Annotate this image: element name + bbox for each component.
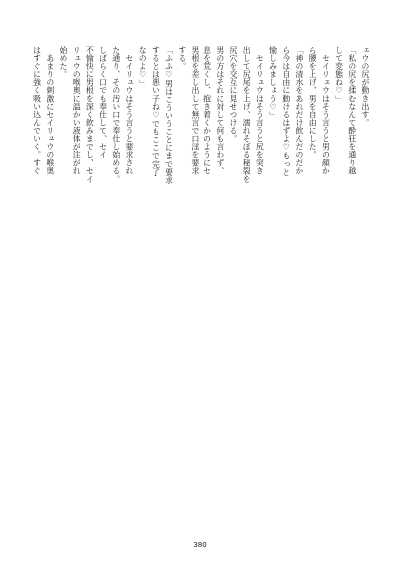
text-line: 男の方はそれに対して何も言わず、 (215, 46, 225, 175)
text-line: 「神の清水をあれだけ飲んだのだか (294, 46, 304, 175)
text-line: 愉しみましょう♡」 (268, 46, 278, 120)
text-line: リュウの喉奥に温かい液体が注がれ (72, 46, 82, 175)
text-line: セイリュウはそう言うと尻を突き (255, 46, 265, 175)
text-line: セイリュウはそう言うと男の顔か (321, 46, 331, 175)
text-line: 「ふふ♡男はこういうことにまで要求 (164, 46, 174, 184)
text-line: セイリュウはそう言うと要求され (124, 46, 134, 175)
text-line: た通り、その汚い口で奉仕し始める。 (111, 46, 121, 183)
right-text-block (194, 46, 372, 501)
text-line: 「私の尻を揉むなんて酔狂を通り越 (347, 46, 357, 175)
text-line: あまりの刺激にセイリュウの喉奥 (45, 46, 55, 175)
text-line: するとは悪い子ね♡でもここで完了 (151, 46, 161, 176)
left-text-block (32, 46, 202, 501)
text-line: 出して尻尾を上げ、濡れそぼる秘裂を (242, 46, 252, 183)
text-line: ら今は自由に動けるはずよ♡もっと (281, 46, 291, 176)
text-line: する。 (177, 46, 187, 71)
text-line: して変態ね♡」 (334, 46, 344, 104)
text-line: ら腰を上げ、男を自由にした。 (308, 46, 318, 159)
text-line: 尻穴を交互に見せつける。 (228, 46, 238, 143)
text-line: 不愉快に男根を深く飲みまでし、セイ (85, 46, 95, 183)
text-line: なのよ♡」 (138, 46, 148, 88)
text-line: ェウの尻が動き出す。 (361, 46, 370, 127)
text-line: 息を荒くし、抱き着くかのようにセ (202, 46, 212, 175)
page-number: 380 (193, 541, 207, 549)
text-line: はすぐに強く吸い込んでいく。すぐ (32, 46, 42, 175)
text-line: 男根を差し出して無言で口淫を要求 (191, 46, 200, 175)
text-line: しばらく口でも奉仕して、セイ (98, 46, 108, 159)
text-line: 始めた。 (58, 46, 68, 79)
